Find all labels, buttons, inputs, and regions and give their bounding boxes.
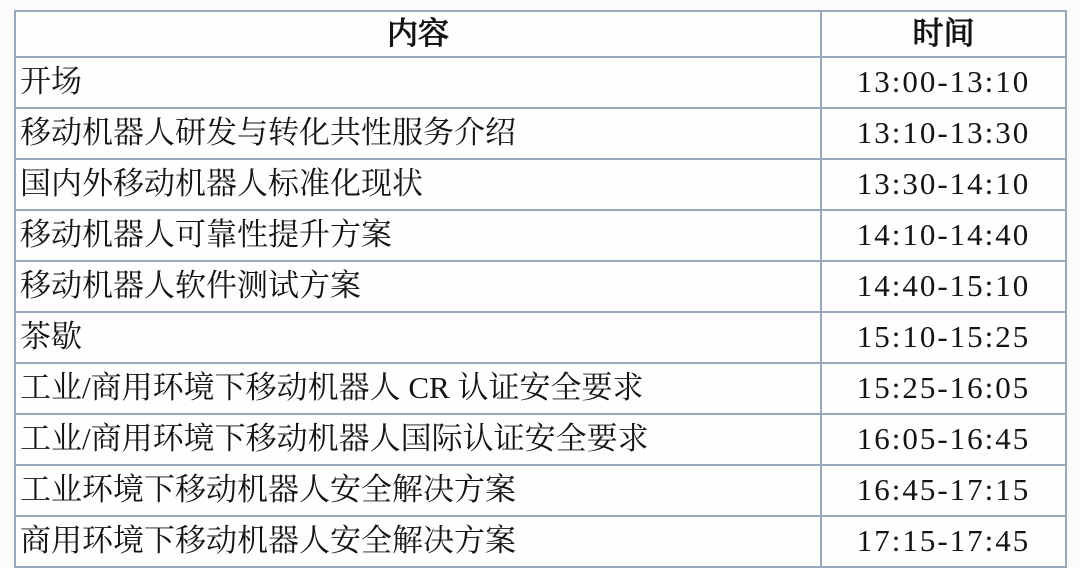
schedule-cell-content: 移动机器人可靠性提升方案	[15, 210, 821, 261]
schedule-cell-time: 16:05-16:45	[821, 414, 1066, 465]
schedule-cell-time: 16:45-17:15	[821, 465, 1066, 516]
schedule-table	[14, 10, 1067, 568]
table-row	[15, 57, 1066, 108]
schedule-cell-time: 13:00-13:10	[821, 57, 1066, 108]
schedule-cell-content: 茶歇	[15, 312, 821, 363]
schedule-cell-content: 移动机器人研发与转化共性服务介绍	[15, 108, 821, 159]
schedule-cell-time: 13:10-13:30	[821, 108, 1066, 159]
table-row	[15, 465, 1066, 516]
schedule-cell-time: 15:25-16:05	[821, 363, 1066, 414]
schedule-cell-time: 14:40-15:10	[821, 261, 1066, 312]
schedule-cell-content: 工业/商用环境下移动机器人国际认证安全要求	[15, 414, 821, 465]
schedule-cell-content: 工业环境下移动机器人安全解决方案	[15, 465, 821, 516]
table-row	[15, 516, 1066, 567]
table-row	[15, 210, 1066, 261]
table-row	[15, 108, 1066, 159]
schedule-cell-content: 商用环境下移动机器人安全解决方案	[15, 516, 821, 567]
schedule-cell-time: 17:15-17:45	[821, 516, 1066, 567]
table-row	[15, 261, 1066, 312]
header-content: 内容	[15, 11, 821, 57]
table-row	[15, 159, 1066, 210]
header-row	[15, 11, 1066, 57]
table-row	[15, 363, 1066, 414]
table-row	[15, 312, 1066, 363]
table-row	[15, 414, 1066, 465]
schedule-cell-content: 国内外移动机器人标准化现状	[15, 159, 821, 210]
schedule-cell-time: 14:10-14:40	[821, 210, 1066, 261]
header-time: 时间	[821, 11, 1066, 57]
schedule-cell-content: 移动机器人软件测试方案	[15, 261, 821, 312]
schedule-cell-content: 工业/商用环境下移动机器人 CR 认证安全要求	[15, 363, 821, 414]
schedule-cell-content: 开场	[15, 57, 821, 108]
schedule-cell-time: 15:10-15:25	[821, 312, 1066, 363]
schedule-cell-time: 13:30-14:10	[821, 159, 1066, 210]
